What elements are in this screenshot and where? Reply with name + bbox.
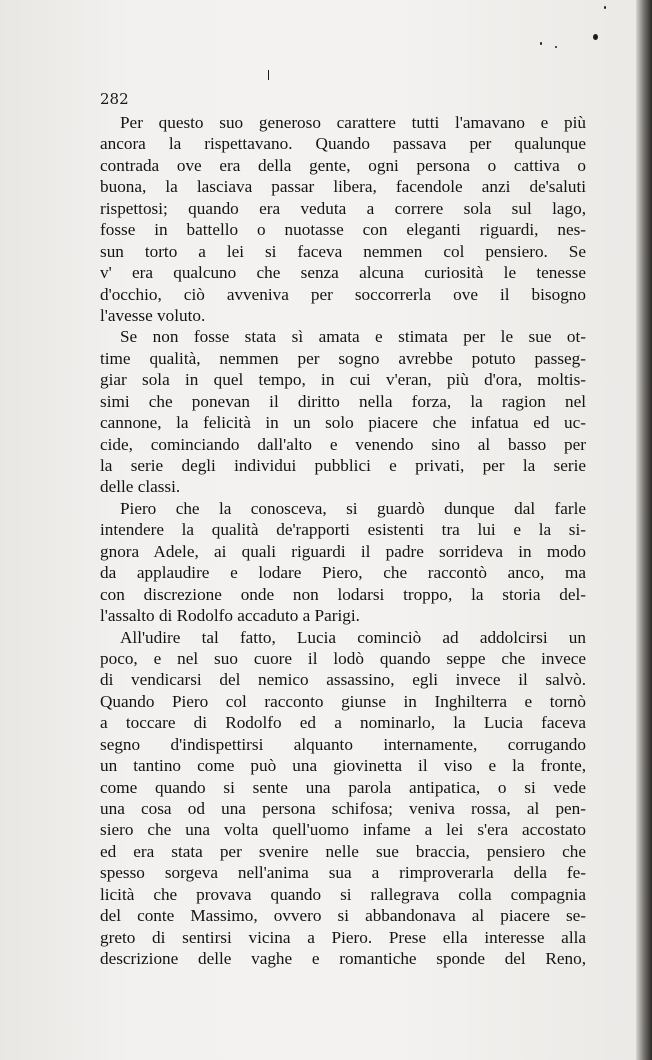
text-line: come quando si sente una parola antipatica, o si vede — [100, 777, 586, 797]
body-text — [100, 112, 586, 970]
text-line: greto di sentirsi vicina a Piero. Prese ella interesse alla — [100, 927, 586, 947]
ink-speck — [540, 42, 542, 45]
text-line: giar sola in quel tempo, in cui v'eran, più d'ora, moltis- — [100, 370, 586, 390]
text-line: delle classi. — [100, 477, 181, 497]
text-line: con discrezione onde non lodarsi troppo, la storia del- — [100, 584, 586, 604]
text-line: da applaudire e lodare Piero, che raccontò anco, ma — [100, 563, 586, 583]
text-line: fosse in battello o nuotasse con eleganti riguardi, nes- — [100, 220, 586, 240]
text-line: segno d'indispettirsi alquanto internamente, corrugando — [100, 734, 586, 754]
text-line: rispettosi; quando era veduta a correre sola sul lago, — [100, 198, 586, 218]
text-line: Piero che la conosceva, si guardò dunque dal farle — [120, 498, 586, 518]
ink-speck — [268, 70, 269, 80]
ink-speck — [593, 34, 598, 40]
text-line: cide, cominciando dall'alto e venendo sino al basso per — [100, 434, 586, 454]
text-line: l'avesse voluto. — [100, 305, 206, 325]
text-line: time qualità, nemmen per sogno avrebbe potuto passeg- — [100, 348, 586, 368]
text-line: la serie degli individui pubblici e privati, per la serie — [100, 456, 586, 475]
ink-speck — [604, 6, 606, 9]
text-line: contrada ove era della gente, ogni persona o cattiva o — [100, 155, 586, 175]
text-line: a toccare di Rodolfo ed a nominarlo, la Lucia faceva — [100, 713, 586, 733]
text-line: d'occhio, ciò avveniva per soccorrerla ove il bisogno — [100, 284, 586, 304]
text-line: Per questo suo generoso carattere tutti l'amavano e più — [120, 113, 586, 132]
text-line: gnora Adele, ai quali riguardi il padre sorrideva in modo — [100, 541, 586, 561]
text-line: Se non fosse stata sì amata e stimata per le sue ot- — [120, 327, 586, 347]
text-line: del conte Massimo, ovvero si abbandonava al piacere se- — [100, 906, 586, 926]
text-line: l'assalto di Rodolfo accaduto a Parigi. — [100, 606, 360, 626]
text-line: descrizione delle vaghe e romantiche sponde del Reno, — [100, 949, 586, 969]
ink-speck — [555, 46, 557, 48]
text-line: simi che ponevan il diritto nella forza, la ragion nel — [100, 391, 586, 411]
text-line: spesso sorgeva nell'anima sua a rimproverarla della fe- — [100, 863, 586, 883]
text-line: All'udire tal fatto, Lucia cominciò ad addolcirsi un — [120, 627, 586, 647]
page-number: 282 — [100, 90, 129, 108]
text-line: sun torto a lei si faceva nemmen col pensiero. Se — [100, 241, 586, 261]
text-line: cannone, la felicità in un solo piacere che infatua ed uc- — [100, 413, 586, 433]
text-line: di vendicarsi del nemico assassino, egli invece il salvò. — [100, 670, 586, 690]
text-line: ed era stata per svenire nelle sue braccia, pensiero che — [100, 841, 586, 861]
text-line: un tantino come può una giovinetta il viso e la fronte, — [100, 756, 586, 776]
text-line: intendere la qualità de'rapporti esistenti tra lui e la si- — [100, 520, 586, 540]
text-line: buona, la lasciava passar libera, facendole anzi de'saluti — [100, 177, 586, 197]
text-line: poco, e nel suo cuore il lodò quando seppe che invece — [100, 648, 586, 668]
text-line: licità che provava quando si rallegrava colla compagnia — [100, 884, 586, 904]
text-line: v' era qualcuno che senza alcuna curiosità le tenesse — [100, 263, 586, 283]
text-line: ancora la rispettavano. Quando passava per qualunque — [100, 134, 586, 154]
text-line: una cosa od una persona schifosa; veniva rossa, al pen- — [100, 799, 586, 818]
text-line: Quando Piero col racconto giunse in Inghilterra e tornò — [100, 691, 586, 711]
page-gutter-shadow — [636, 0, 652, 1060]
text-line: siero che una volta quell'uomo infame a lei s'era accostato — [100, 820, 586, 840]
